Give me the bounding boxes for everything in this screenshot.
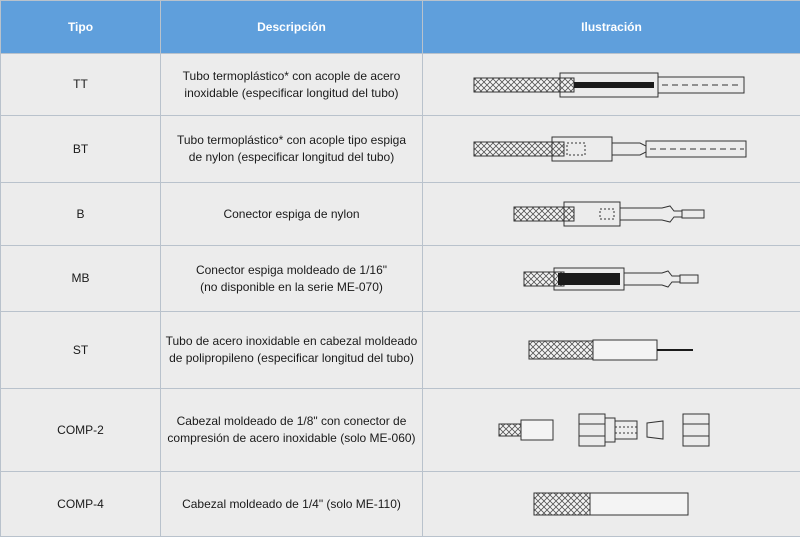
header-description: Descripción	[161, 1, 423, 54]
type-cell: B	[1, 183, 161, 246]
type-cell: MB	[1, 246, 161, 312]
comp4-connector-icon	[532, 489, 692, 519]
description-cell: Conector espiga moldeado de 1/16" (no disponible en la serie ME-070)	[161, 246, 423, 312]
illustration-cell	[423, 472, 800, 537]
b-connector-icon	[512, 199, 712, 229]
description-cell: Tubo termoplástico* con acople de acero inoxidable (especificar longitud del tubo)	[161, 54, 423, 116]
illustration-cell	[423, 183, 800, 246]
table-row	[1, 54, 800, 116]
description-cell: Cabezal moldeado de 1/8" con conector de compresión de acero inoxidable (solo ME-060)	[161, 389, 423, 472]
type-cell: ST	[1, 312, 161, 389]
table-row	[1, 312, 800, 389]
type-cell: COMP-4	[1, 472, 161, 537]
description-cell: Tubo de acero inoxidable en cabezal moldeado de polipropileno (especificar longitud del tubo)	[161, 312, 423, 389]
table-row	[1, 183, 800, 246]
type-cell: TT	[1, 54, 161, 116]
table-row	[1, 246, 800, 312]
st-connector-icon	[527, 335, 697, 365]
description-cell: Conector espiga de nylon	[161, 183, 423, 246]
type-cell: COMP-2	[1, 389, 161, 472]
illustration-cell	[423, 246, 800, 312]
description-cell: Cabezal moldeado de 1/4" (solo ME-110)	[161, 472, 423, 537]
mb-connector-icon	[522, 264, 702, 294]
illustration-cell	[423, 312, 800, 389]
table-row	[1, 389, 800, 472]
table-row	[1, 116, 800, 183]
header-row	[1, 1, 800, 54]
tt-connector-icon	[472, 70, 752, 100]
description-cell: Tubo termoplástico* con acople tipo espiga de nylon (especificar longitud del tubo)	[161, 116, 423, 183]
header-type: Tipo	[1, 1, 161, 54]
illustration-cell	[423, 389, 800, 472]
illustration-cell	[423, 54, 800, 116]
illustration-cell	[423, 116, 800, 183]
header-illustration: Ilustración	[423, 1, 800, 54]
comp2-connector-icon	[497, 408, 727, 452]
table-row	[1, 472, 800, 537]
bt-connector-icon	[472, 134, 752, 164]
type-cell: BT	[1, 116, 161, 183]
